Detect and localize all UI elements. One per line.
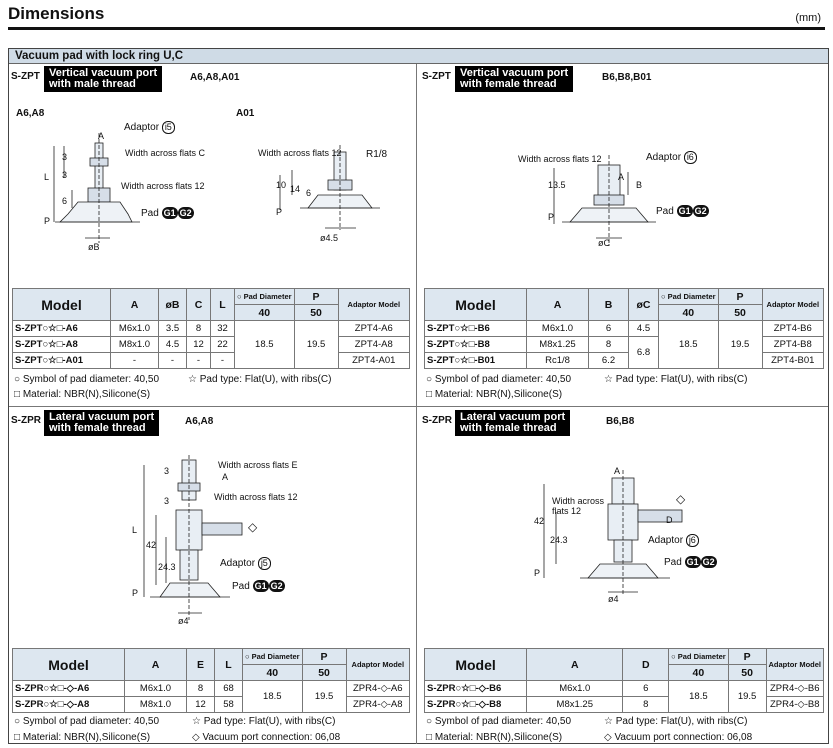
q1-label-pad: Pad G1 G2	[141, 208, 192, 219]
q1-label-p: P	[44, 216, 51, 226]
table-row: S-ZPR○☆□-◇-B6 M6x1.0 6 18.5 19.5 ZPR4-◇-B6	[425, 681, 824, 697]
q4-label-flats-12: Width across flats 12	[552, 496, 605, 516]
q1-label-a: A	[98, 131, 105, 141]
q1-note-0: ○ Symbol of pad diameter: 40,50	[14, 374, 160, 385]
q1-label-phib: øB	[88, 242, 100, 252]
q2-label-adaptor: Adaptor i6	[646, 151, 697, 164]
q3-label-adaptor: Adaptor j5	[220, 557, 271, 570]
q3-label-p: P	[132, 588, 139, 598]
horizontal-divider	[9, 406, 828, 407]
q2-label-a: A	[618, 172, 625, 182]
q1-label-6: 6	[62, 196, 68, 206]
table-row: S-ZPT○☆□-B6 M6x1.0 6 4.5 18.5 19.5 ZPT4-B6	[425, 321, 824, 337]
q3-label-3b: 3	[164, 496, 170, 506]
q1-label-3a: 3	[62, 152, 68, 162]
q1-label-phi45: ø4.5	[320, 233, 339, 243]
q3-label-243: 24.3	[158, 562, 176, 572]
q2-label-p: P	[548, 212, 555, 222]
q2-label-flats-12: Width across flats 12	[518, 154, 602, 164]
q4-label-d: D	[666, 515, 673, 525]
q3-diamond-icon: ◇	[248, 520, 258, 534]
q1-label-flats-12: Width across flats 12	[121, 181, 205, 191]
table-row: S-ZPT○☆□-B8 M8x1.25 8 6.8 ZPT4-B8	[425, 337, 824, 353]
q4-code: S-ZPR	[422, 415, 452, 426]
q2-label-pad: Pad G1 G2	[656, 206, 707, 217]
q1-note-2: □ Material: NBR(N),Silicone(S)	[14, 389, 151, 400]
q3-note-2: □ Material: NBR(N),Silicone(S)	[14, 732, 151, 743]
q4-spec-table: Model A D ○ Pad Diameter P Adaptor Model 40 50 S-ZPR○☆□-◇-B6 M6x1.0 6 18.5 19.5 ZPR4-◇-B6 S-ZPR○☆□-◇-B8 M8x1.25 8 ZPR4-◇-B8	[424, 648, 824, 713]
q4-label-a: A	[614, 466, 621, 476]
q4-note-0: ○ Symbol of pad diameter: 40,50	[426, 716, 572, 727]
q3-label-flats-12: Width across flats 12	[214, 492, 298, 502]
q3-type-box: Lateral vacuum port with female thread	[44, 410, 159, 436]
q1-label-14: 14	[290, 184, 301, 194]
q4-label-p: P	[534, 568, 541, 578]
q2-code: S-ZPT	[422, 71, 451, 82]
q4-note-1: ☆ Pad type: Flat(U), with ribs(C)	[604, 716, 748, 727]
q4-diamond-icon: ◇	[676, 492, 686, 506]
q1-spec-table: Model A øB C L ○ Pad Diameter P Adaptor Model 40 50 S-ZPT○☆□-A6 M6x1.0 3.5 8 32 18.5 19.5 ZPT4-A6 S-ZPT○☆□-A8 M8x1.0 4.5 12 22 ZPT4-A8 S-ZPT○☆□-A01 - - - - ZPT4-A01	[12, 288, 410, 369]
section-title: Vacuum pad with lock ring U,C	[9, 49, 828, 64]
q4-note-3: ◇ Vacuum port connection: 06,08	[604, 732, 753, 743]
q1-code: S-ZPT	[11, 71, 40, 82]
table-row: S-ZPT○☆□-A8 M8x1.0 4.5 12 22 ZPT4-A8	[13, 337, 410, 353]
q3-variants: A6,A8	[185, 416, 214, 427]
q3-label-a: A	[222, 472, 229, 482]
q4-type-box: Lateral vacuum port with female thread	[455, 410, 570, 436]
table-row: S-ZPR○☆□-◇-A6 M6x1.0 8 68 18.5 19.5 ZPR4-◇-A6	[13, 681, 410, 697]
q3-label-l: L	[132, 525, 138, 535]
q3-note-1: ☆ Pad type: Flat(U), with ribs(C)	[192, 716, 336, 727]
q3-label-phi4: ø4	[178, 616, 189, 626]
q4-note-2: □ Material: NBR(N),Silicone(S)	[426, 732, 563, 743]
unit-label: (mm)	[795, 12, 821, 24]
title-rule	[8, 27, 825, 30]
table-row: S-ZPT○☆□-A6 M6x1.0 3.5 8 32 18.5 19.5 ZPT4-A6	[13, 321, 410, 337]
q2-variants: B6,B8,B01	[602, 72, 652, 83]
q2-label-b: B	[636, 180, 643, 190]
q2-note-0: ○ Symbol of pad diameter: 40,50	[426, 374, 572, 385]
table-row: S-ZPR○☆□-◇-B8 M8x1.25 8 ZPR4-◇-B8	[425, 697, 824, 713]
q4-variants: B6,B8	[606, 416, 635, 427]
q2-label-phic: øC	[598, 238, 610, 248]
q1-note-1: ☆ Pad type: Flat(U), with ribs(C)	[188, 374, 332, 385]
q1-label-p2: P	[276, 207, 283, 217]
q1-label-r18: R1/8	[366, 149, 388, 160]
q3-note-3: ◇ Vacuum port connection: 06,08	[192, 732, 341, 743]
q3-label-42: 42	[146, 540, 157, 550]
q4-label-42: 42	[534, 516, 545, 526]
q3-label-pad: Pad G1 G2	[232, 581, 283, 592]
q3-label-3a: 3	[164, 466, 170, 476]
q3-note-0: ○ Symbol of pad diameter: 40,50	[14, 716, 160, 727]
q1-variants: A6,A8,A01	[190, 72, 240, 83]
q3-spec-table: Model A E L ○ Pad Diameter P Adaptor Model 40 50 S-ZPR○☆□-◇-A6 M6x1.0 8 68 18.5 19.5 ZPR4-◇-A6 S-ZPR○☆□-◇-A8 M8x1.0 12 58 ZPR4-◇-A8	[12, 648, 410, 713]
page-title: Dimensions	[8, 4, 105, 23]
q2-note-2: □ Material: NBR(N),Silicone(S)	[426, 389, 563, 400]
table-row: S-ZPR○☆□-◇-A8 M8x1.0 12 58 ZPR4-◇-A8	[13, 697, 410, 713]
q1-diag2-title: A01	[236, 108, 255, 119]
q3-label-flats-e: Width across flats E	[218, 460, 298, 470]
q4-label-adaptor: Adaptor j6	[648, 534, 699, 547]
vertical-divider	[416, 64, 417, 744]
q1-label-l: L	[44, 172, 50, 182]
q2-label-135: 13.5	[548, 180, 566, 190]
q1-label-10: 10	[276, 180, 287, 190]
q2-note-1: ☆ Pad type: Flat(U), with ribs(C)	[604, 374, 748, 385]
table-row: S-ZPT○☆□-A01 - - - - ZPT4-A01	[13, 353, 410, 369]
q1-label-3b: 3	[62, 170, 68, 180]
q1-label-6b: 6	[306, 188, 312, 198]
q1-type-box: Vertical vacuum port with male thread	[44, 66, 162, 92]
q1-label-adaptor: Adaptor i5	[124, 121, 175, 134]
q1-diag1-title: A6,A8	[16, 108, 45, 119]
q2-spec-table: Model A B øC ○ Pad Diameter P Adaptor Model 40 50 S-ZPT○☆□-B6 M6x1.0 6 4.5 18.5 19.5 ZPT4-B6 S-ZPT○☆□-B8 M8x1.25 8 6.8 ZPT4-B8 S-ZPT○☆□-B01 Rc1/8 6.2 ZPT4-B01	[424, 288, 824, 369]
q1-adaptor-symbol: i5	[162, 121, 175, 134]
q1-label-flats-c: Width across flats C	[125, 148, 206, 158]
q4-label-243: 24.3	[550, 535, 568, 545]
q3-code: S-ZPR	[11, 415, 41, 426]
q1-label-flats-12b: Width across flats 12	[258, 148, 342, 158]
q2-type-box: Vertical vacuum port with female thread	[455, 66, 573, 92]
q4-label-phi4: ø4	[608, 594, 619, 604]
table-row: S-ZPT○☆□-B01 Rc1/8 6.2 ZPT4-B01	[425, 353, 824, 369]
q1-th-model: Model	[13, 289, 111, 321]
q1-th-pad-diameter: ○ Pad Diameter	[235, 289, 295, 305]
q2-drawing	[540, 150, 680, 250]
q4-label-pad: Pad G1 G2	[664, 557, 715, 568]
